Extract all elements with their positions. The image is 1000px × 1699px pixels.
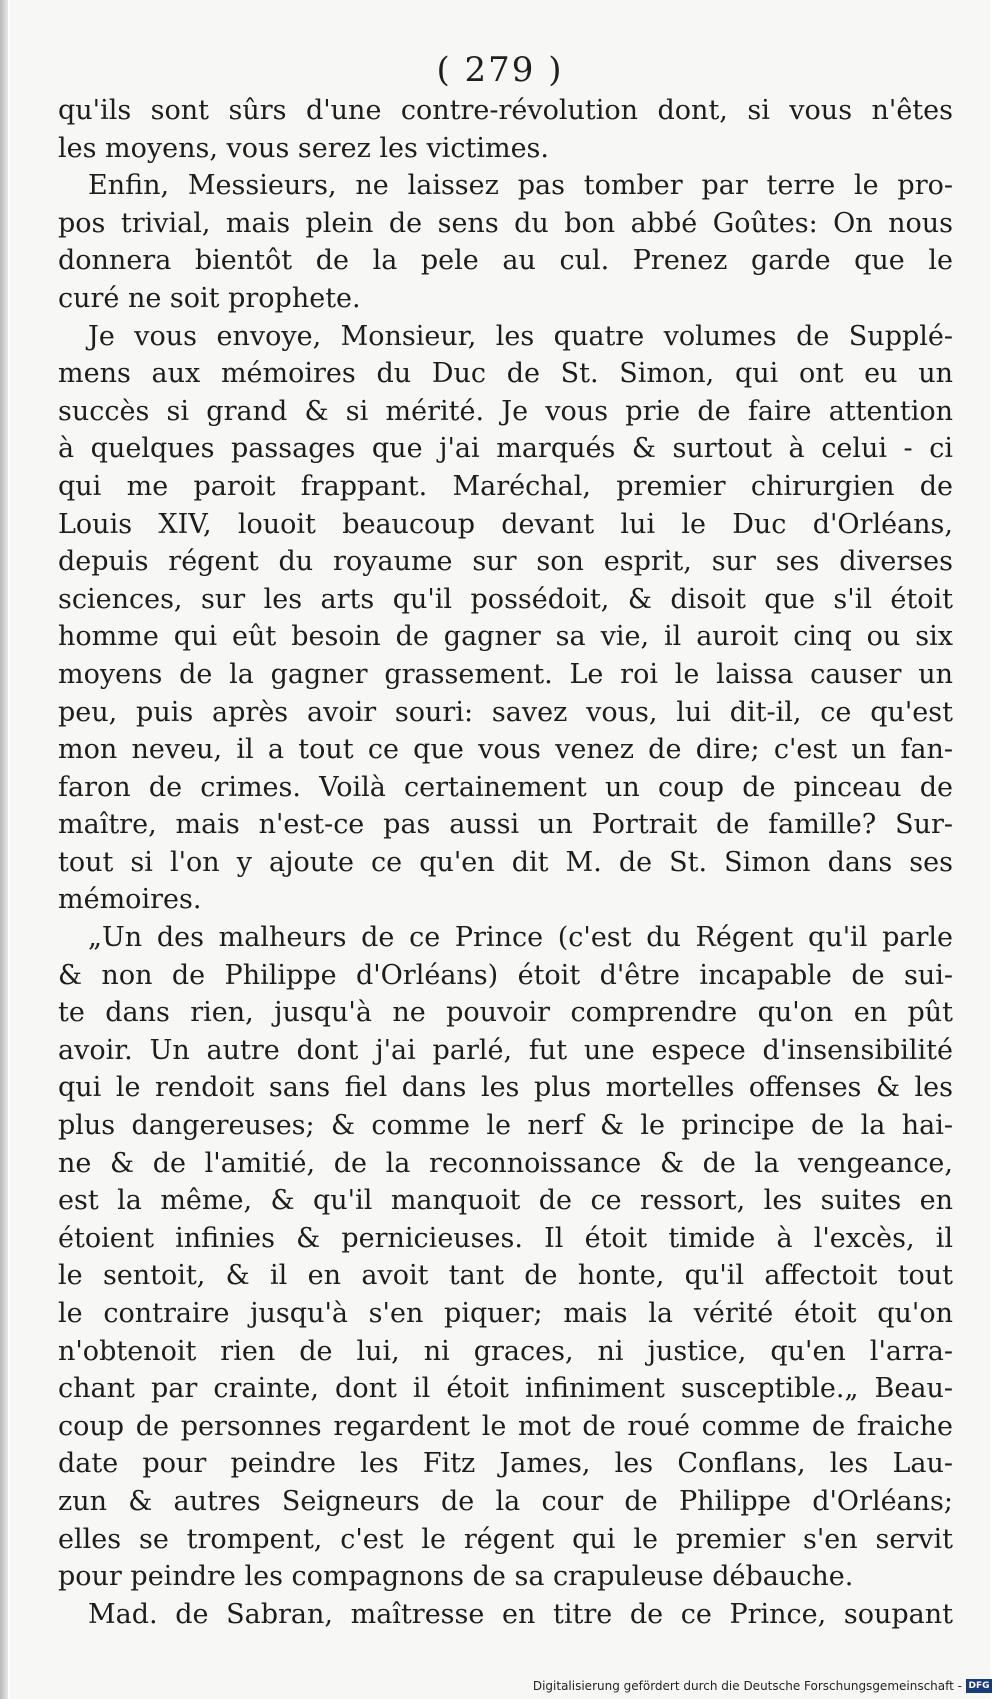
- text-line: curé ne soit prophete.: [58, 282, 361, 314]
- text-line: succès si grand & si mérité. Je vous prie de faire attention: [58, 395, 953, 427]
- text-line: sciences, sur les arts qu'il possédoit, & disoit que s'il étoit: [58, 583, 953, 615]
- text-line: Enfin, Messieurs, ne laissez pas tomber par terre le pro-: [88, 170, 953, 202]
- text-line: n'obtenoit rien de lui, ni graces, ni justice, qu'en l'arra-: [58, 1335, 953, 1367]
- text-line: moyens de la gagner grassement. Le roi le laissa causer un: [58, 658, 953, 690]
- page-number: ( 279 ): [436, 50, 564, 90]
- body-text: [58, 92, 953, 1633]
- book-page: [10, 0, 990, 1699]
- text-line: le contraire jusqu'à s'en piquer; mais la vérité étoit qu'on: [58, 1298, 953, 1329]
- text-line: pour peindre les compagnons de sa crapuleuse débauche.: [58, 1561, 854, 1593]
- text-line: mon neveu, il a tout ce que vous venez de dire; c'est un fan-: [58, 734, 953, 766]
- text-line: avoir. Un autre dont j'ai parlé, fut une espece d'insensibilité: [58, 1034, 953, 1066]
- text-line: maître, mais n'est-ce pas aussi un Portrait de famille? Sur-: [58, 809, 953, 841]
- text-line: chant par crainte, dont il étoit infiniment susceptible.„ Beau-: [58, 1373, 953, 1405]
- text-line: qui le rendoit sans fiel dans les plus mortelles offenses & les: [58, 1072, 953, 1104]
- text-line: étoient infinies & pernicieuses. Il étoit timide à l'excès, il: [58, 1222, 953, 1254]
- text-line: te dans rien, jusqu'à ne pouvoir comprendre qu'on en pût: [58, 997, 953, 1029]
- text-line: homme qui eût besoin de gagner sa vie, il auroit cinq ou six: [58, 621, 953, 653]
- text-line: qui me paroit frappant. Maréchal, premier chirurgien de: [58, 470, 953, 502]
- dfg-logo: DFG: [966, 1679, 992, 1693]
- text-line: à quelques passages que j'ai marqués & surtout à celui - ci: [58, 433, 953, 465]
- text-line: coup de personnes regardent le mot de roué comme de fraiche: [58, 1410, 953, 1442]
- text-line: elles se trompent, c'est le régent qui le premier s'en servit: [58, 1523, 953, 1555]
- text-line: Mad. de Sabran, maîtresse en titre de ce Prince, soupant: [88, 1598, 953, 1630]
- text-line: qu'ils sont sûrs d'une contre-révolution dont, si vous n'êtes: [58, 95, 953, 126]
- text-line: „Un des malheurs de ce Prince (c'est du Régent qu'il parle: [88, 922, 953, 954]
- text-line: faron de crimes. Voilà certainement un coup de pinceau de: [58, 771, 953, 803]
- text-line: date pour peindre les Fitz James, les Conflans, les Lau-: [58, 1448, 953, 1480]
- text-line: & non de Philippe d'Orléans) étoit d'être incapable de sui-: [58, 959, 953, 991]
- text-line: est la même, & qu'il manquoit de ce ressort, les suites en: [58, 1185, 953, 1217]
- text-line: peu, puis après avoir souri: savez vous, lui dit-il, ce qu'est: [58, 696, 953, 728]
- text-line: zun & autres Seigneurs de la cour de Philippe d'Orléans;: [58, 1485, 953, 1517]
- text-line: mens aux mémoires du Duc de St. Simon, qui ont eu un: [58, 358, 953, 390]
- text-line: depuis régent du royaume sur son esprit, sur ses diverses: [58, 546, 953, 578]
- text-line: plus dangereuses; & comme le nerf & le principe de la hai-: [58, 1110, 953, 1142]
- digitization-credit: [533, 1679, 992, 1693]
- text-line: tout si l'on y ajoute ce qu'en dit M. de St. Simon dans ses: [58, 846, 953, 878]
- text-line: les moyens, vous serez les victimes.: [58, 132, 549, 164]
- text-line: ne & de l'amitié, de la reconnoissance & de la vengeance,: [58, 1147, 953, 1179]
- text-line: pos trivial, mais plein de sens du bon abbé Goûtes: On nous: [58, 207, 953, 239]
- text-line: donnera bientôt de la pele au cul. Prenez garde que le: [58, 245, 953, 277]
- text-line: mémoires.: [58, 884, 202, 916]
- text-line: le sentoit, & il en avoit tant de honte, qu'il affectoit tout: [58, 1260, 953, 1292]
- text-line: Je vous envoye, Monsieur, les quatre volumes de Supplé-: [88, 320, 953, 352]
- credit-text: Digitalisierung gefördert durch die Deutsche Forschungsgemeinschaft -: [532, 1679, 962, 1693]
- scan-left-edge: [0, 0, 8, 1699]
- text-line: Louis XIV, louoit beaucoup devant lui le Duc d'Orléans,: [58, 508, 953, 540]
